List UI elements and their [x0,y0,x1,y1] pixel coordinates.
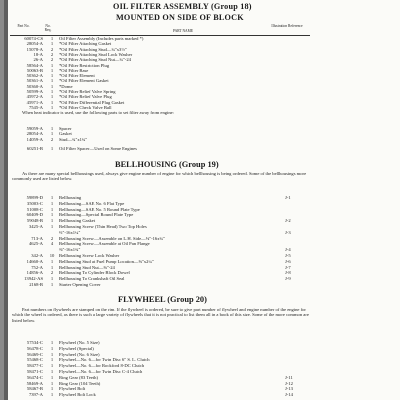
table-row [12,276,310,281]
part-number: 60074-CS [24,36,43,41]
part-name: Bellhousing Screw (Thin Head) Two Top Holes [59,224,147,229]
part-number: 59048-B [26,218,43,224]
section-19-intro: As there are many special bellhousings used, always give engine number of engine for which bellhousing is being ordered. Some of the bellhousings more commonly used are listed below. [12,171,307,182]
header-qty: No. Req. [44,24,52,32]
part-number: 45972-A [26,94,43,100]
table-row [12,357,310,362]
part-number: 60251-B [26,146,43,151]
table-row [12,236,310,241]
quantity: 10 [49,253,55,258]
table-row [12,352,310,357]
table-row [12,259,310,264]
part-name: Stud—¾"x1¾" [59,136,88,142]
part-name: *Oil Filter Attaching Stud Lock Washer [59,51,133,57]
part-name: *Oil Filter Attaching Gasket [59,41,112,47]
part-name: Flywheel—No. 6—for Rockford 8-DC Clutch [59,363,145,369]
quantity: 1 [50,78,54,84]
illustration-ref: J-1 [285,195,291,200]
part-number: 58564-A [26,62,43,68]
part-name: *Oil Filter Element Gasket [59,78,109,84]
part-number: 45971-A [26,99,43,105]
quantity: 1 [50,351,54,357]
quantity: 1 [50,276,54,282]
illustration-ref: J-12 [285,380,293,386]
table-row [12,282,310,287]
part-number: 752-A [31,264,43,270]
part-name: Bellhousing—SAE No. 6 Flat Type [59,200,125,206]
illustration-ref: J-7 [285,264,291,270]
quantity: 1 [50,104,54,110]
part-name: Bellhousing Screw—Assemble on L.H. Side—⅜"-16x¾" [59,235,165,241]
part-name: Flywheel—No. 6—for Twin Disc 6" S. L. Clutch [59,357,150,363]
part-name: Flywheel Bolt Lock [59,392,96,398]
quantity: 1 [50,146,54,151]
table-row [12,340,310,345]
section-18-subtitle: MOUNTED ON SIDE OF BLOCK [116,13,244,22]
quantity: 1 [50,380,54,386]
part-number: 35003-C [26,200,43,206]
part-number: 26-A [33,57,43,63]
part-name: Flywheel (No. 6 Size) [59,351,100,357]
part-name: *Oil Filter Element [59,73,95,79]
part-number: 18-A [33,51,43,57]
part-name: Bellhousing Stud Nut—⅜"-24 [59,264,115,270]
table-row [12,346,310,351]
header-part-name: PART NAME [172,29,194,33]
table-row [12,207,310,212]
part-name: Flywheel (Special) [59,345,94,351]
quantity: 1 [50,258,54,264]
part-number: 56478-C [26,345,43,351]
table-row [12,131,310,136]
part-name: Flywheel—No. 6—for Twin Disc C-4 Clutch [59,369,143,374]
part-name: ⅔"-16x1¼" [59,229,81,235]
quantity: 2 [50,46,54,52]
quantity: 1 [50,200,54,206]
quantity: 1 [50,41,54,47]
part-number: 50360-A [26,83,43,89]
part-name: Ring Gear (104 Teeth) [59,380,101,386]
part-name: Bellhousing To Crankshaft Oil Seal [59,276,125,282]
part-number: 50362-A [26,73,43,79]
part-number: 14660-A [26,258,43,264]
quantity: 1 [50,264,54,270]
part-name: *Oil Filter Attaching Stud Nut—¾"-24 [59,57,131,63]
part-number: 50063-B [26,67,43,73]
quantity: 1 [50,83,54,89]
part-number: 28054-A [26,41,43,47]
quantity: 1 [50,67,54,73]
quantity: 1 [50,131,54,137]
part-name: Bellhousing Gasket [59,218,96,224]
table-row [12,363,310,368]
quantity: 1 [50,357,54,363]
part-number: 58467-B [26,386,43,392]
quantity: 4 [50,241,54,247]
part-name: *Oil Filter Attaching Stud—¾"x3½" [59,46,127,52]
part-number: 342-A [31,253,43,258]
table-row [12,137,310,142]
quantity: 1 [50,345,54,351]
quantity: 1 [50,206,54,212]
illustration-ref: J-5 [285,253,291,258]
section-19-title: BELLHOUSING (Group 19) [115,160,219,169]
quantity: 1 [50,224,54,229]
part-number: 59899-D [26,195,43,200]
part-name: Gasket [59,131,72,137]
part-number: 15078-A [26,46,43,52]
part-name: *Oil Filter Relief Valve Spring [59,89,116,94]
part-number: 7545-A [28,104,43,110]
table-row [12,247,310,252]
illustration-ref: J-4 [285,247,291,253]
quantity: 1 [50,62,54,68]
part-name: Oil Filter Spacer—Used on Some Engines [59,146,137,151]
section-20-title: FLYWHEEL (Group 20) [118,295,207,304]
part-name: Bellhousing To Cylinder Block Dowel [59,270,130,276]
part-name: Bellhousing [59,195,82,200]
table-row [12,375,310,380]
quantity: 1 [50,363,54,369]
part-name: *Oil Filter Differential Plug Gasket [59,99,125,105]
quantity: 1 [50,73,54,79]
part-name: Spacer [59,126,72,131]
table-row [12,369,310,374]
part-name: ⅜"-16x1¾" [59,247,81,253]
part-name: *Dome [59,83,73,89]
part-name: Bellhousing Stud at Fuel Pump Location—⅜"x2¼" [59,258,154,264]
quantity: 1 [50,218,54,224]
part-number: 59059-A [26,126,43,131]
part-name: *Oil Filter Restriction Plug [59,62,110,68]
part-number: 58477-C [26,363,43,369]
part-number: 50361-A [26,78,43,84]
quantity: 2 [50,235,54,241]
table-row [12,218,310,223]
part-number: 50599-A [26,89,43,94]
part-name: Starter Opening Cover [59,282,101,287]
quantity: 1 [50,374,54,380]
table-row [12,212,310,217]
quantity: 1 [50,89,54,94]
quantity: 1 [50,369,54,374]
illustration-ref: J-14 [285,392,293,398]
part-number: 14059-A [26,136,43,142]
illustration-ref: J-9 [285,276,291,282]
quantity: 2 [50,51,54,57]
quantity: 2 [50,136,54,142]
table-row [12,386,310,391]
header-part-no: Part No. [17,24,30,28]
part-name: *Oil Filter Relief Valve Plug [59,94,112,100]
section-18-note: When heat indicator is used, use the following parts to set filter away from engine: [22,110,174,115]
part-name: Flywheel (No. 5 Size) [59,340,100,345]
part-name: *Oil Filter Check Valve Ball [59,104,112,110]
table-row [12,230,310,235]
table-row [12,392,310,397]
section-20-intro: Part numbers on flywheels are stamped on the rim. If the flywheel is ordered, be sure to give part number of flywheel and engine number of the engine for which the wheel is ordered, as there is such a large variety of flywheels that it is not practical to list them all in a book of this size. Some of the more common are listed below. [12,307,309,323]
part-number: 57534-C [26,340,43,345]
part-number: 7397-A [28,392,43,398]
part-number: 14856-A [26,270,43,276]
part-name: Oil Filter Assembly (Includes parts marked *) [59,36,144,41]
quantity: 1 [50,392,54,398]
part-number: 58471-C [26,369,43,374]
table-row [12,241,310,246]
quantity: 1 [50,126,54,131]
part-number: 28054-A [26,131,43,137]
table-row [12,201,310,206]
part-number: 4625-A [28,241,43,247]
illustration-ref: J-8 [285,270,291,276]
part-number: 3425-A [28,224,43,229]
table-row [12,381,310,386]
table-row [12,253,310,258]
part-number: 51008-C [26,206,43,212]
quantity: 1 [50,340,54,345]
part-name: Flywheel Bolt [59,386,86,392]
part-number: 55468-C [26,357,43,363]
part-name: Ring Gear (83 Teeth) [59,374,99,380]
part-number: 58469-A [26,380,43,386]
table-row [12,265,310,270]
document-page [8,0,400,400]
part-number: 13942-AS [24,276,43,282]
part-name: *Oil Filter Base [59,67,89,73]
table-row [12,270,310,275]
illustration-ref: J-13 [285,386,293,392]
quantity: 1 [50,282,54,287]
illustration-ref: J-3 [285,229,291,235]
quantity: 1 [50,212,54,218]
quantity: 1 [50,386,54,392]
illustration-ref: J-2 [285,218,291,224]
quantity: 2 [50,57,54,63]
quantity: 1 [50,99,54,105]
part-name: Bellhousing Screw Lock Washer [59,253,120,258]
quantity: 1 [50,94,54,100]
part-number: 56469-C [26,351,43,357]
header-illustration-ref: Illustration Reference [271,24,303,28]
illustration-ref: J-11 [285,374,293,380]
part-name: Bellhousing—Special Round Plate Type [59,212,134,218]
part-name: Bellhousing—SAE No. 5 Round Plate Type [59,206,140,212]
quantity: 1 [50,195,54,200]
part-name: Bellhousing Screw—Assemble at Oil Pan Flange [59,241,150,247]
part-number: 2168-B [29,282,43,287]
part-number: 56474-C [26,374,43,380]
section-18-title: OIL FILTER ASSEMBLY (Group 18) [113,2,252,11]
quantity: 1 [50,36,54,41]
table-row [12,146,310,151]
part-number: 713-A [31,235,43,241]
quantity: 2 [50,270,54,276]
table-row [12,195,310,200]
part-number: 60409-D [26,212,43,218]
table-row [12,224,310,229]
illustration-ref: J-6 [285,258,291,264]
